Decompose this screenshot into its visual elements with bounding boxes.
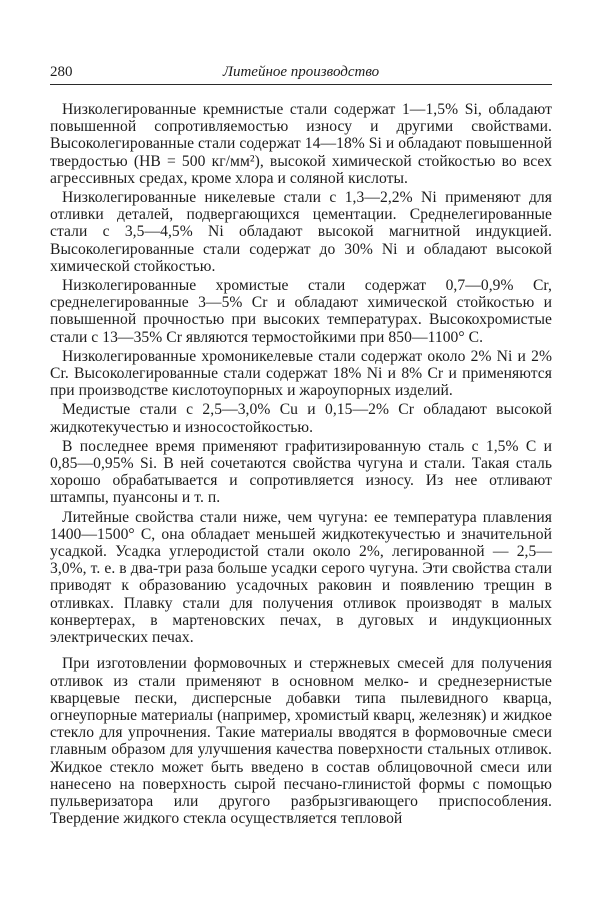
- paragraph-copper-steels: Медистые стали с 2,5—3,0% Cu и 0,15—2% Cr обладают высокой жидкотекучестью и износостойкостью.: [50, 401, 552, 436]
- paragraph-silicon-steels: Низколегированные кремнистые стали содержат 1—1,5% Si, обладают повышенной сопротивляемостью износу и другими свойствами. Высоколегированные стали содержат 14—18% Si и обладают повышенной твердостью (HB = 500 кг/мм²), высокой химической стойкостью во всех агрессивных средах, кроме хлора и соляной кислоты.: [50, 101, 552, 187]
- paragraph-chromium-nickel-steels: Низколегированные хромоникелевые стали содержат около 2% Ni и 2% Cr. Высоколегированные стали содержат 18% Ni и 8% Cr и применяются при производстве кислотоупорных и жароупорных изделий.: [50, 347, 552, 400]
- body-text: [50, 101, 552, 827]
- paragraph-graphitized-steel: В последнее время применяют графитизированную сталь с 1,5% C и 0,85—0,95% Si. В ней сочетаются свойства чугуна и стали. Такая сталь хорошо обрабатывается и сопротивляется износу. Из нее отливают штампы, пуансоны и т. п.: [50, 437, 552, 507]
- paragraph-nickel-steels: Низколегированные никелевые стали с 1,3—2,2% Ni применяют для отливки деталей, подвергающихся цементации. Среднелегированные стали с 3,5—4,5% Ni обладают высокой магнитной индукцией. Высоколегированные стали содержат до 30% Ni и обладают высокой химической стойкостью.: [50, 189, 552, 275]
- book-page: [50, 62, 552, 829]
- paragraph-casting-properties: Литейные свойства стали ниже, чем чугуна: ее температура плавления 1400—1500° C, она обладает меньшей жидкотекучестью и значительной усадкой. Усадка углеродистой стали около 2%, легированной — 2,5—3,0%, т. е. в два-три раза больше усадки серого чугуна. Эти свойства стали приводят к образованию усадочных раковин и появлению трещин в отливках. Плавку стали для получения отливок производят в малых конвертерах, в мартеновских печах, в дуговых и индукционных электрических печах.: [50, 508, 552, 647]
- paragraph-chromium-steels: Низколегированные хромистые стали содержат 0,7—0,9% Cr, среднелегированные 3—5% Cr и обладают химической стойкостью и повышенной прочностью при высоких температурах. Высокохромистые стали с 13—35% Cr являются термостойкими при 850—1100° C.: [50, 277, 552, 346]
- page-header: [50, 62, 552, 85]
- running-title: Литейное производство: [222, 64, 380, 80]
- page-number: 280: [50, 64, 73, 80]
- paragraph-molding-mixtures: При изготовлении формовочных и стержневых смесей для получения отливок из стали применяют в основном мелко- и среднезернистые кварцевые пески, дисперсные добавки типа пылевидного кварца, огнеупорные материалы (например, хромистый кварц, железняк) и жидкое стекло для упрочнения. Такие материалы вводятся в формовочные смеси главным образом для улучшения качества поверхности стальных отливок. Жидкое стекло может быть введено в состав облицовочной смеси или нанесено на поверхность сырой песчано-глинистой формы с помощью пульверизатора или другого разбрызгивающего приспособления. Твердение жидкого стекла осуществляется тепловой: [50, 655, 552, 828]
